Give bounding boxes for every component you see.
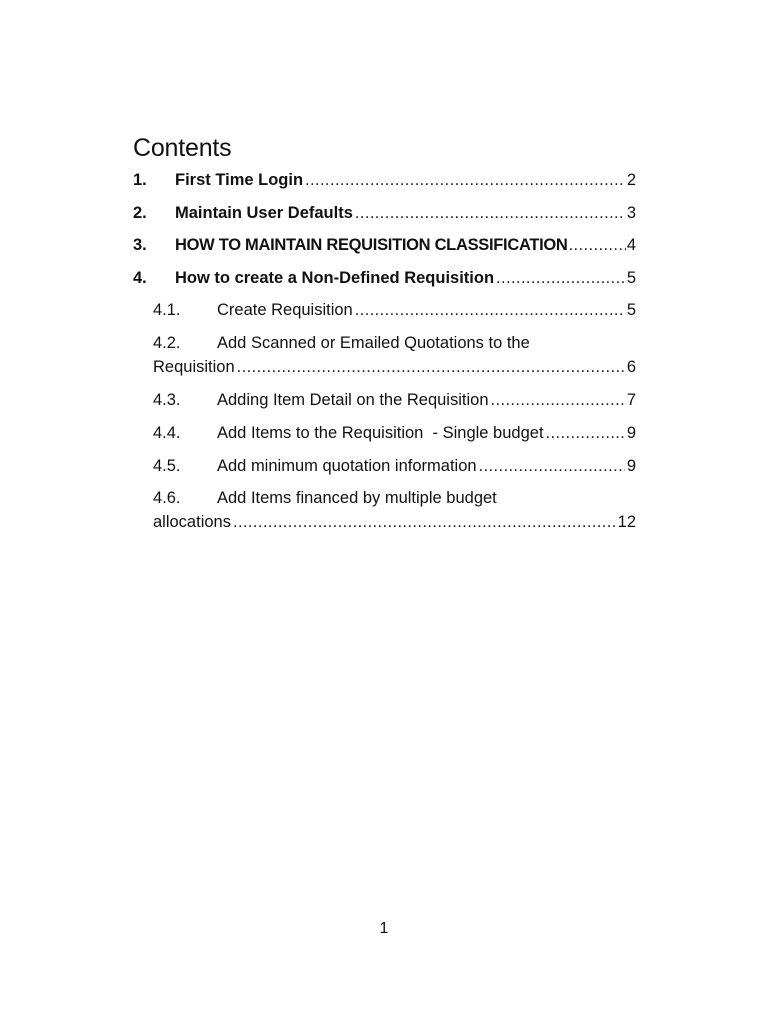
toc-page-number: 5	[626, 269, 636, 287]
toc-page-number: 7	[626, 391, 636, 409]
toc-title-line1: Add Scanned or Emailed Quotations to the	[217, 334, 530, 352]
toc-number: 4.5.	[153, 457, 181, 475]
dot-leader	[569, 233, 626, 257]
toc-entry-4[interactable]	[133, 266, 636, 290]
page-title: Contents	[133, 134, 232, 162]
toc-title: HOW TO MAINTAIN REQUISITION CLASSIFICATION	[175, 236, 568, 254]
dot-leader	[237, 355, 625, 379]
toc-number: 4.2.	[153, 334, 181, 352]
dot-leader	[233, 510, 616, 534]
page-number: 1	[379, 920, 389, 937]
toc-subentry-4-3[interactable]	[153, 388, 636, 412]
toc-number: 4.3.	[153, 391, 181, 409]
dot-leader	[546, 421, 625, 445]
toc-number: 1.	[133, 171, 147, 189]
dot-leader	[491, 388, 625, 412]
toc-subentry-4-2[interactable]	[153, 331, 636, 379]
toc-title-line2: Requisition	[153, 358, 235, 376]
toc-number: 4.4.	[153, 424, 181, 442]
toc-number: 3.	[133, 236, 147, 254]
toc-number: 4.6.	[153, 489, 181, 507]
toc-page-number: 2	[626, 171, 636, 189]
toc-entry-1[interactable]	[133, 168, 636, 192]
toc-subentry-4-6[interactable]	[153, 486, 636, 534]
toc-page-number: 3	[626, 204, 636, 222]
toc-page-number: 12	[617, 513, 636, 531]
dot-leader	[355, 298, 625, 322]
toc-title: Add minimum quotation information	[217, 457, 477, 475]
toc-page-number: 9	[626, 424, 636, 442]
dot-leader	[479, 454, 625, 478]
toc-number: 4.	[133, 269, 147, 287]
toc-page-number: 4	[626, 236, 636, 254]
toc-title: Maintain User Defaults	[175, 204, 353, 222]
toc-title: Create Requisition	[217, 301, 353, 319]
toc-title-line1: Add Items financed by multiple budget	[217, 489, 497, 507]
dot-leader	[305, 168, 625, 192]
toc-page-number: 6	[626, 358, 636, 376]
toc-entry-3[interactable]	[133, 233, 636, 257]
toc-number: 2.	[133, 204, 147, 222]
toc-title-line2: allocations	[153, 513, 231, 531]
toc-title: First Time Login	[175, 171, 304, 189]
toc-title: Adding Item Detail on the Requisition	[217, 391, 489, 409]
toc-title: How to create a Non-Defined Requisition	[175, 269, 495, 287]
toc-number: 4.1.	[153, 301, 181, 319]
toc-page-number: 5	[626, 301, 636, 319]
toc-page-number: 9	[626, 457, 636, 475]
dot-leader	[496, 266, 625, 290]
toc-subentry-4-5[interactable]	[153, 454, 636, 478]
toc-entry-2[interactable]	[133, 201, 636, 225]
toc-subentry-4-1[interactable]	[153, 298, 636, 322]
toc-subentry-4-4[interactable]	[153, 421, 636, 445]
dot-leader	[355, 201, 625, 225]
toc-title: Add Items to the Requisition - Single budget	[217, 424, 544, 442]
